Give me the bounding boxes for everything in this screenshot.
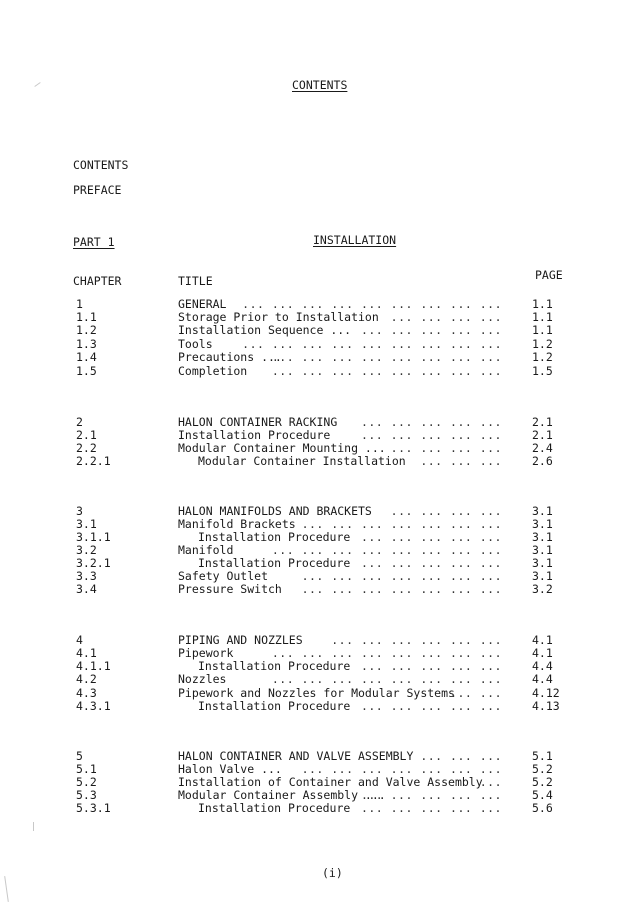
toc-row: 3.3 Safety Outlet ... ... ... ... ... ... ... 3.1 <box>76 569 553 583</box>
punch-hole-mark-bottom <box>33 822 34 831</box>
column-header-title: TITLE <box>178 274 213 288</box>
toc-row: 4.3.1 Installation Procedure ... ... ... ... ... 4.13 <box>76 699 560 713</box>
toc-row: 2.1 Installation Procedure ... ... ... ... ... 2.1 <box>76 428 553 442</box>
front-matter-preface: PREFACE <box>73 183 122 197</box>
toc-row: 2 HALON CONTAINER RACKING ... ... ... ... ... 2.1 <box>76 415 553 429</box>
toc-row: 5.1 Halon Valve ... ... ... ... ... ... ... ... 5.2 <box>76 762 553 776</box>
column-header-chapter: CHAPTER <box>73 274 122 288</box>
toc-row: 1.5 Completion ... ... ... ... ... ... ... ... 1.5 <box>76 364 553 378</box>
toc-row: 4 PIPING AND NOZZLES ... ... ... ... ... ... 4.1 <box>76 633 553 647</box>
punch-hole-mark-top <box>34 82 40 87</box>
toc-row: 3 HALON MANIFOLDS AND BRACKETS ... ... ... ... 3.1 <box>76 504 553 518</box>
toc-row: 1 GENERAL ... ... ... ... ... ... ... ... ... 1.1 <box>76 297 553 311</box>
page-title: CONTENTS <box>292 78 348 92</box>
toc-row: 4.2 Nozzles ... ... ... ... ... ... ... ... 4.4 <box>76 672 553 686</box>
toc-row: 5 HALON CONTAINER AND VALVE ASSEMBLY ... ... ... 5.1 <box>76 749 553 763</box>
toc-row: 5.2 Installation of Container and Valve Assembly ... 5.2 <box>76 775 553 789</box>
toc-row: 3.4 Pressure Switch ... ... ... ... ... ... ... 3.2 <box>76 582 553 596</box>
front-matter-contents: CONTENTS <box>73 158 129 172</box>
toc-row: 4.3 Pipework and Nozzles for Modular Systems ... ... 4.12 <box>76 686 560 700</box>
part-label: PART 1 <box>73 235 115 249</box>
toc-row: 3.1.1 Installation Procedure ... ... ... ... ... 3.1 <box>76 530 553 544</box>
toc-row: 1.4 Precautions ... ... ... ... ... ... ... ... ... 1.2 <box>76 350 553 364</box>
toc-row: 4.1 Pipework ... ... ... ... ... ... ... ... 4.1 <box>76 646 553 660</box>
column-header-page: PAGE <box>535 268 563 282</box>
toc-row: 4.1.1 Installation Procedure ... ... ... ... ... 4.4 <box>76 659 553 673</box>
toc-row: 1.3 Tools ... ... ... ... ... ... ... ... ... 1.2 <box>76 337 553 351</box>
page-number: (i) <box>322 866 343 880</box>
toc-row: 2.2 Modular Container Mounting ... ... ... ... ... 2.4 <box>76 441 553 455</box>
toc-row: 5.3 Modular Container Assembly ... ... ... ... ... ... 5.4 <box>76 788 553 802</box>
part-title: INSTALLATION <box>313 233 397 247</box>
edge-mark <box>4 876 9 902</box>
toc-row: 1.1 Storage Prior to Installation ... ... ... ... 1.1 <box>76 310 553 324</box>
toc-row: 3.1 Manifold Brackets ... ... ... ... ... ... ... 3.1 <box>76 517 553 531</box>
toc-row: 3.2.1 Installation Procedure ... ... ... ... ... 3.1 <box>76 556 553 570</box>
toc-row: 1.2 Installation Sequence ... ... ... ... ... ... 1.1 <box>76 323 553 337</box>
toc-row: 3.2 Manifold ... ... ... ... ... ... ... ... 3.1 <box>76 543 553 557</box>
toc-row: 2.2.1 Modular Container Installation ... ... ... 2.6 <box>76 454 553 468</box>
toc-row: 5.3.1 Installation Procedure ... ... ... ... ... 5.6 <box>76 801 553 815</box>
